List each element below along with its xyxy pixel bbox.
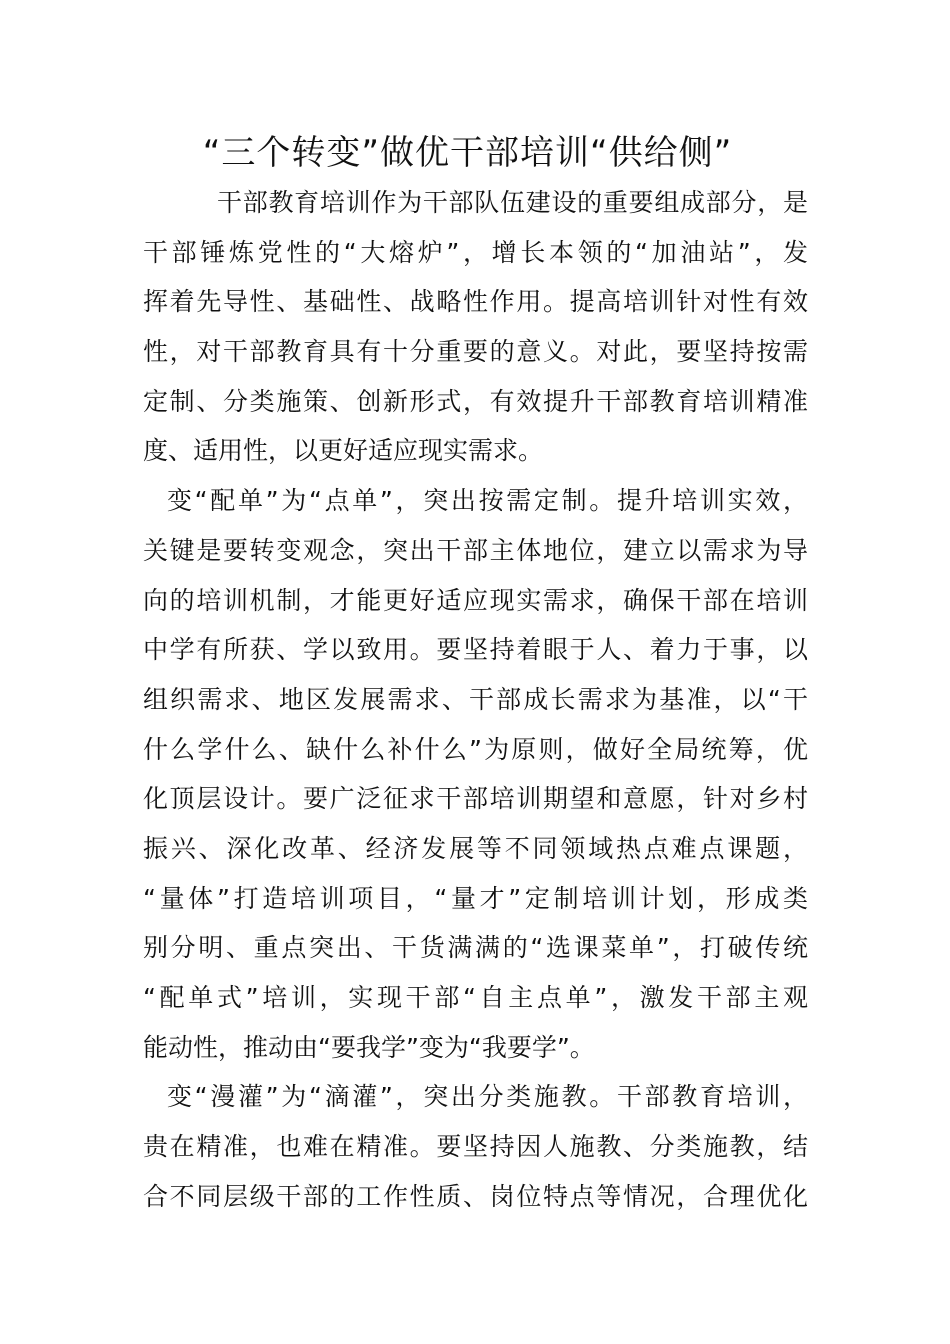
text-line: 定制、分类施策、创新形式，有效提升干部教育培训精准 (143, 386, 808, 416)
text-line: 干部锤炼党性的“大熔炉”，增长本领的“加油站”，发 (143, 237, 808, 267)
text-line: “量体”打造培训项目，“量才”定制培训计划，形成类 (143, 883, 808, 913)
text-line: 什么学什么、缺什么补什么”为原则，做好全局统筹，优 (143, 734, 808, 764)
text-line: 度、适用性，以更好适应现实需求。 (143, 436, 544, 466)
text-line: 化顶层设计。要广泛征求干部培训期望和意愿，针对乡村 (143, 784, 808, 814)
text-line: 振兴、深化改革、经济发展等不同领域热点难点课题， (143, 833, 808, 863)
text-line: 挥着先导性、基础性、战略性作用。提高培训针对性有效 (143, 287, 808, 317)
paragraph-section-2 (143, 1072, 808, 1221)
text-line: 能动性，推动由“要我学”变为“我要学”。 (143, 1032, 595, 1062)
text-line: 关键是要转变观念，突出干部主体地位，建立以需求为导 (143, 535, 808, 565)
text-line: 干部教育培训作为干部队伍建设的重要组成部分，是 (217, 188, 808, 217)
text-line: 变“配单”为“点单”，突出按需定制。提升培训实效， (167, 486, 808, 516)
document-body (143, 178, 808, 1221)
paragraph-section-1 (143, 476, 808, 1072)
text-line: 性，对干部教育具有十分重要的意义。对此，要坚持按需 (143, 337, 808, 367)
text-line: 向的培训机制，才能更好适应现实需求，确保干部在培训 (143, 585, 808, 615)
text-line: 别分明、重点突出、干货满满的“选课菜单”，打破传统 (143, 933, 808, 963)
text-line: 合不同层级干部的工作性质、岗位特点等情况，合理优化 (143, 1181, 808, 1211)
text-line: 组织需求、地区发展需求、干部成长需求为基准，以“干 (143, 684, 808, 714)
text-line: 中学有所获、学以致用。要坚持着眼于人、着力于事，以 (143, 635, 808, 665)
document-title: “三个转变”做优干部培训“供给侧” (202, 133, 733, 173)
paragraph-intro (143, 178, 808, 476)
text-line: 贵在精准，也难在精准。要坚持因人施教、分类施教，结 (143, 1132, 808, 1162)
text-line: 变“漫灌”为“滴灌”，突出分类施教。干部教育培训， (167, 1082, 808, 1112)
text-line: “配单式”培训，实现干部“自主点单”，激发干部主观 (143, 983, 808, 1012)
